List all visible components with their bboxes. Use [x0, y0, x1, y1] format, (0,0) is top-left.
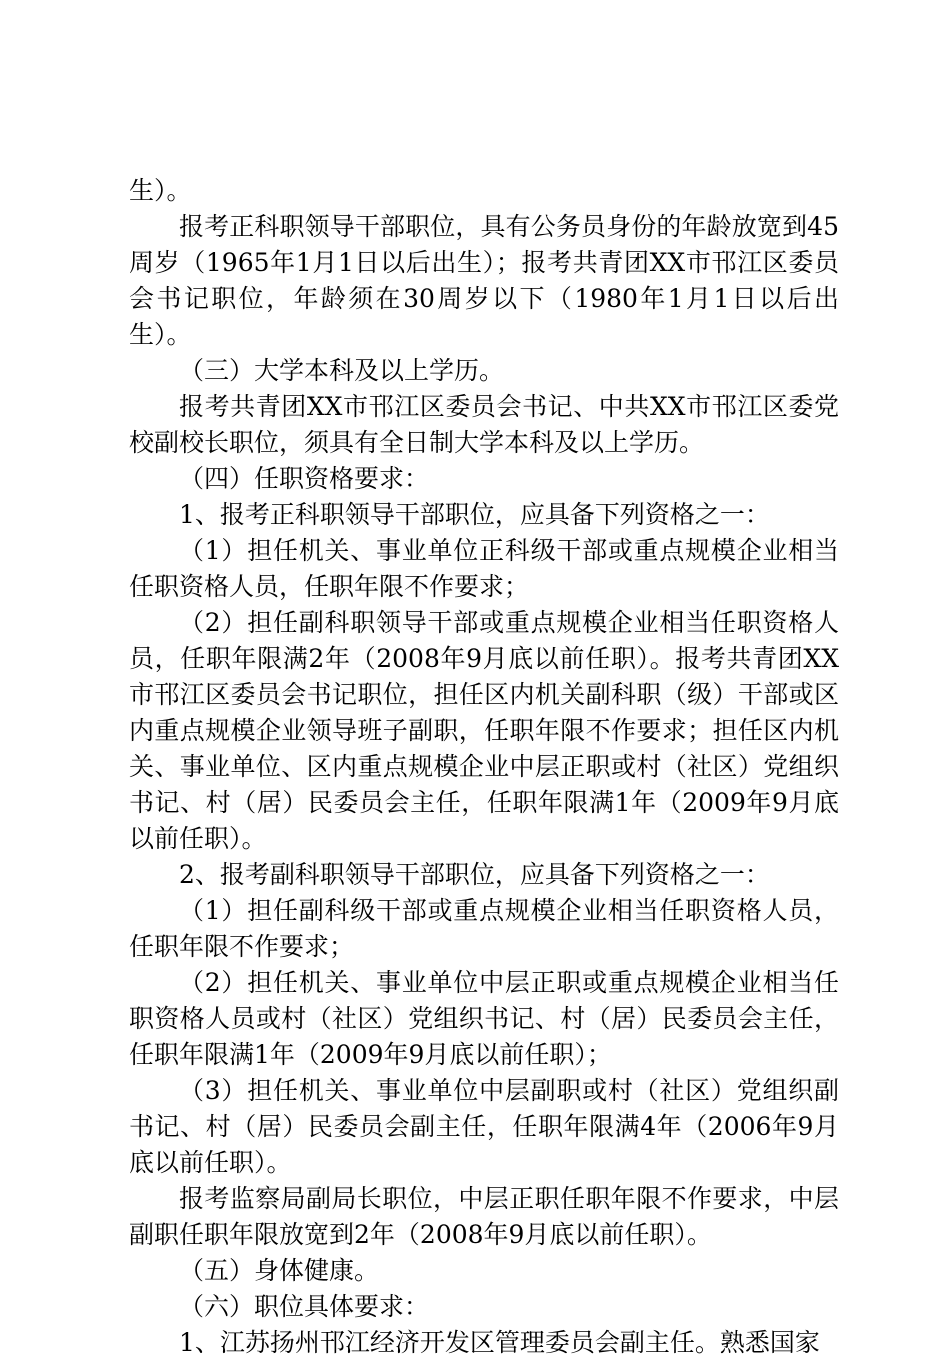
document-body [129, 173, 839, 1361]
list-item: （3）担任机关、事业单位中层副职或村（社区）党组织副书记、村（居）民委员会副主任，任职年限满4年（2006年9月底以前任职）。 [129, 1076, 839, 1177]
list-item: （1）担任机关、事业单位正科级干部或重点规模企业相当任职资格人员，任职年限不作要求； [129, 536, 839, 601]
list-item: 2、报考副科职领导干部职位，应具备下列资格之一： [179, 860, 770, 889]
paragraph: 报考共青团XX市邗江区委员会书记、中共XX市邗江区委党校副校长职位，须具有全日制大学本科及以上学历。 [129, 392, 839, 457]
section-heading: （五）身体健康。 [179, 1256, 380, 1285]
list-item: （2）担任机关、事业单位中层正职或重点规模企业相当任职资格人员或村（社区）党组织书记、村（居）民委员会主任，任职年限满1年（2009年9月底以前任职）； [129, 968, 839, 1069]
section-heading: （四）任职资格要求： [179, 464, 430, 493]
paragraph: 生）。 [129, 176, 192, 205]
list-item: （2）担任副科职领导干部或重点规模企业相当任职资格人员，任职年限满2年（2008年9月底以前任职）。报考共青团XX市邗江区委员会书记职位，担任区内机关副科职（级）干部或区内重点规模企业领导班子副职，任职年限不作要求；担任区内机关、事业单位、区内重点规模企业中层正职或村（社区）党组织书记、村（居）民委员会主任，任职年限满1年（2009年9月底以前任职）。 [129, 608, 839, 853]
list-item: （1）担任副科级干部或重点规模企业相当任职资格人员，任职年限不作要求； [129, 896, 839, 961]
section-heading: （六）职位具体要求： [179, 1292, 430, 1321]
list-item: 1、江苏扬州邗江经济开发区管理委员会副主任。熟悉国家 [179, 1328, 820, 1357]
paragraph: 报考正科职领导干部职位，具有公务员身份的年龄放宽到45周岁（1965年1月1日以后出生）；报考共青团XX市邗江区委员会书记职位，年龄须在30周岁以下（1980年1月1日以后出生）。 [129, 212, 839, 349]
paragraph: 报考监察局副局长职位，中层正职任职年限不作要求，中层副职任职年限放宽到2年（2008年9月底以前任职）。 [129, 1184, 839, 1249]
list-item: 1、报考正科职领导干部职位，应具备下列资格之一： [179, 500, 770, 529]
section-heading: （三）大学本科及以上学历。 [179, 356, 505, 385]
